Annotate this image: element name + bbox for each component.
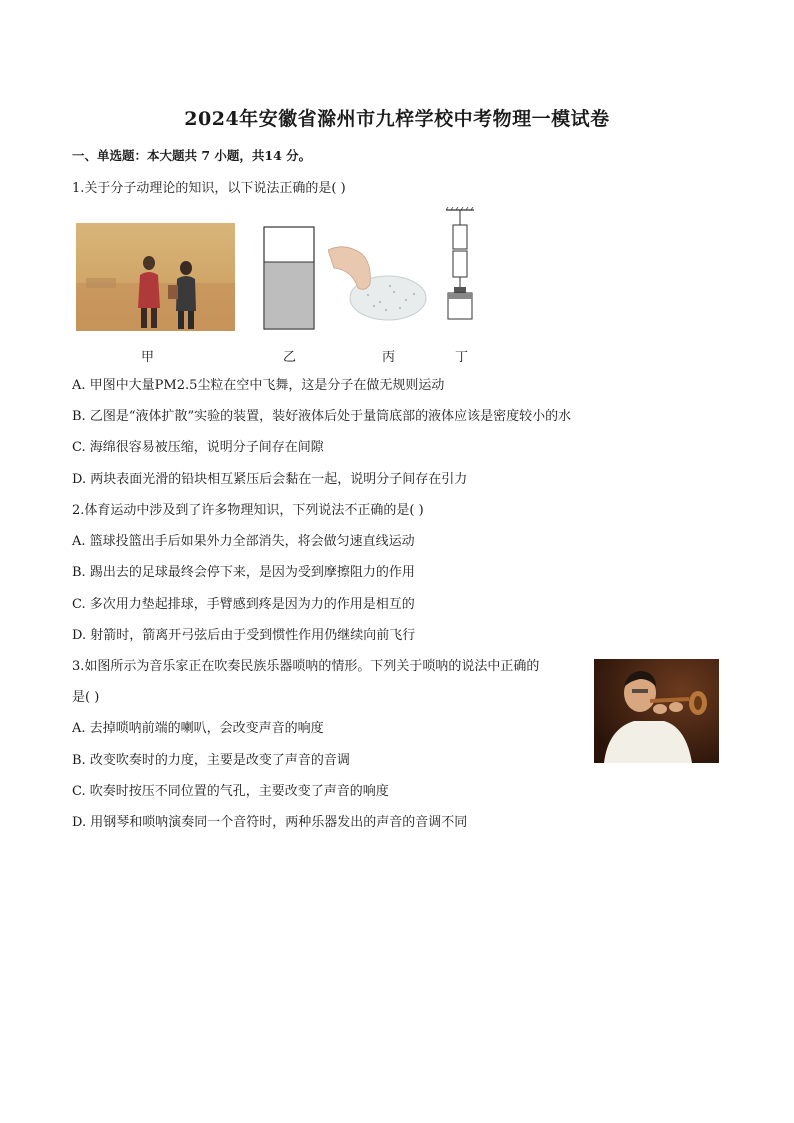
figure-caption-jia: 甲 bbox=[141, 350, 155, 365]
exam-title: 2024年安徽省滁州市九梓学校中考物理一模试卷 bbox=[184, 108, 610, 130]
figure-caption-bing: 丙 bbox=[382, 350, 396, 365]
lead-blocks-figure bbox=[440, 207, 480, 323]
question-1-option-a: A. 甲图中大量PM2.5尘粒在空中飞舞，这是分子在做无规则运动 bbox=[72, 378, 445, 393]
question-3-option-b: B. 改变吹奏时的力度，主要是改变了声音的音调 bbox=[72, 753, 350, 768]
dust-storm-photo bbox=[76, 223, 235, 331]
question-1-option-d: D. 两块表面光滑的铅块相互紧压后会黏在一起，说明分子间存在引力 bbox=[72, 472, 468, 487]
question-2-option-c: C. 多次用力垫起排球，手臂感到疼是因为力的作用是相互的 bbox=[72, 597, 415, 612]
question-1-stem: 1.关于分子动理论的知识，以下说法正确的是( ) bbox=[72, 181, 346, 196]
figure-caption-ding: 丁 bbox=[455, 350, 469, 365]
question-2-option-b: B. 踢出去的足球最终会停下来，是因为受到摩擦阻力的作用 bbox=[72, 565, 415, 580]
question-1-option-c: C. 海绵很容易被压缩，说明分子间存在间隙 bbox=[72, 440, 324, 455]
question-2-option-a: A. 篮球投篮出手后如果外力全部消失，将会做匀速直线运动 bbox=[72, 534, 415, 549]
question-1-option-b: B. 乙图是“液体扩散”实验的装置，装好液体后处于量筒底部的液体应该是密度较小的水 bbox=[72, 409, 572, 424]
question-2-option-d: D. 射箭时，箭离开弓弦后由于受到惯性作用仍继续向前飞行 bbox=[72, 628, 416, 643]
diffusion-cylinder-figure bbox=[263, 226, 315, 330]
suona-player-photo bbox=[594, 659, 719, 763]
section-heading: 一、单选题：本大题共 7 小题，共14 分。 bbox=[72, 148, 312, 163]
question-2-stem: 2.体育运动中涉及到了许多物理知识，下列说法不正确的是( ) bbox=[72, 503, 424, 518]
question-3-option-a: A. 去掉唢呐前端的喇叭，会改变声音的响度 bbox=[72, 721, 324, 736]
sponge-figure bbox=[328, 240, 428, 326]
question-3-option-d: D. 用钢琴和唢呐演奏同一个音符时，两种乐器发出的声音的音调不同 bbox=[72, 815, 468, 830]
question-3-option-c: C. 吹奏时按压不同位置的气孔，主要改变了声音的响度 bbox=[72, 784, 389, 799]
figure-caption-yi: 乙 bbox=[283, 350, 297, 365]
question-3-stem-line2: 是( ) bbox=[72, 690, 100, 705]
question-3-stem-line1: 3.如图所示为音乐家正在吹奏民族乐器唢呐的情形。下列关于唢呐的说法中正确的 bbox=[72, 659, 540, 674]
